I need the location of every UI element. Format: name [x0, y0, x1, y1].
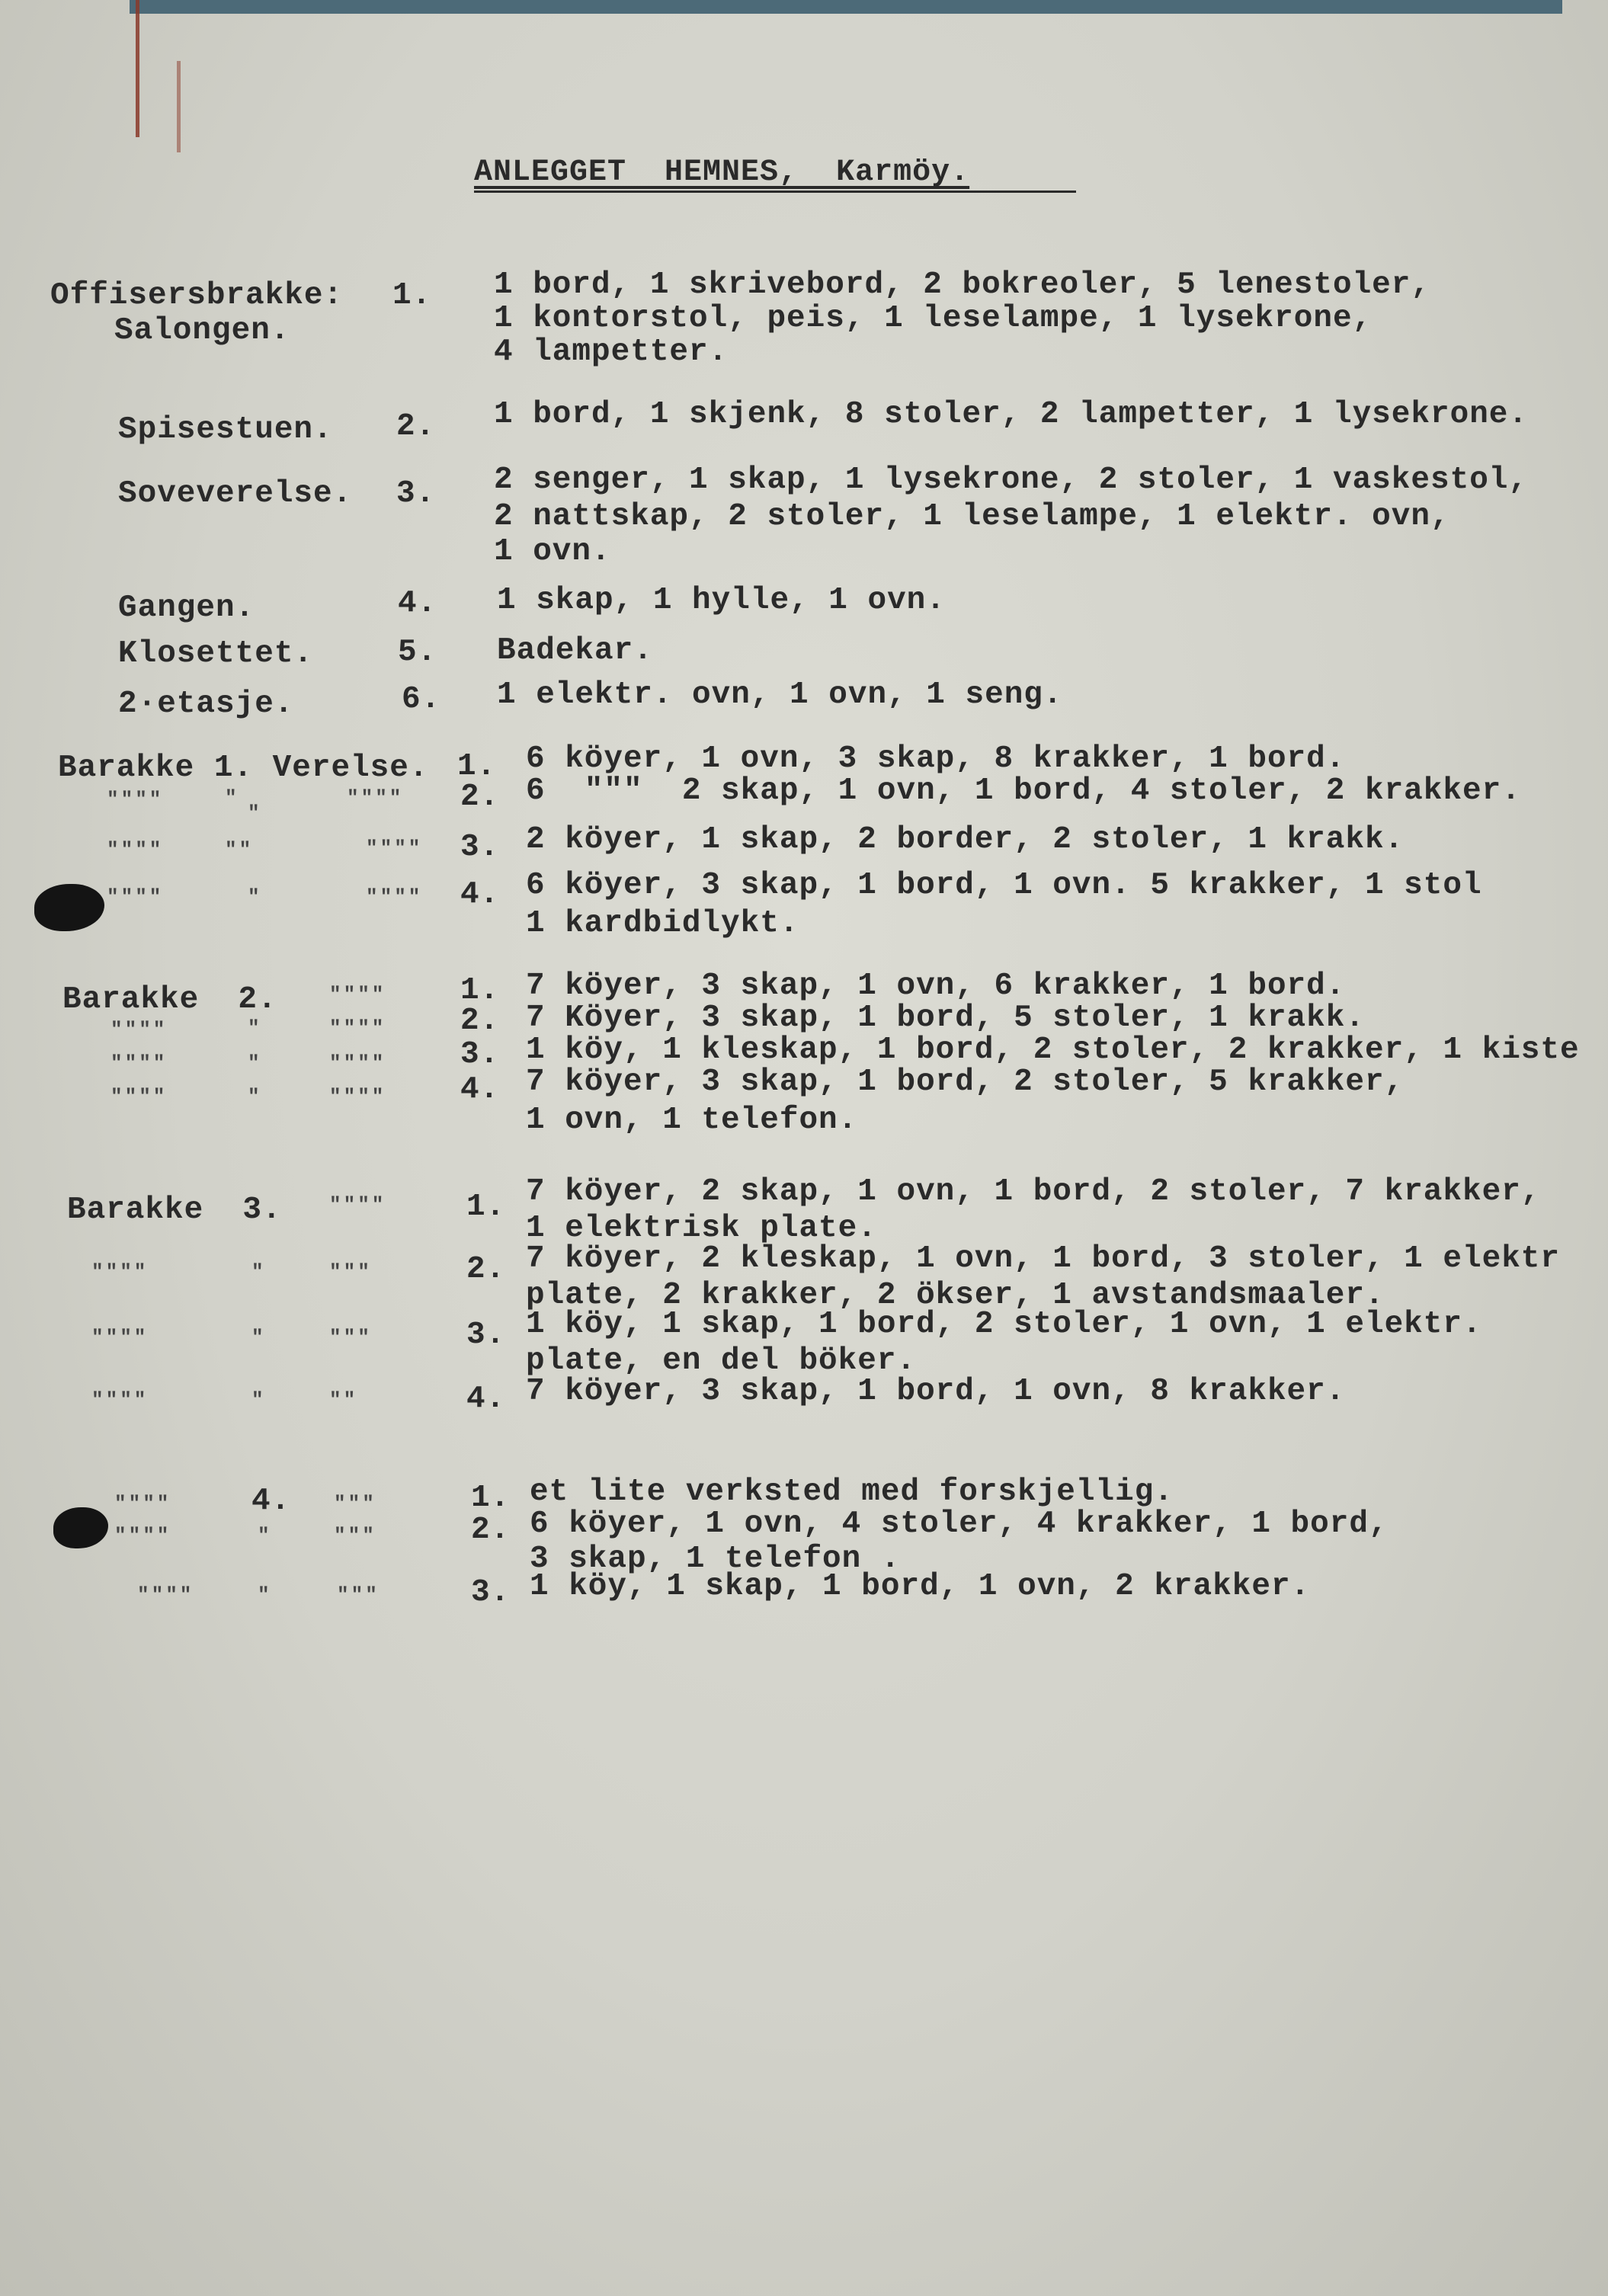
inventory-line: 2 senger, 1 skap, 1 lysekrone, 2 stoler, 1 vaskestol,: [494, 463, 1529, 498]
ditto-mark: """": [329, 983, 386, 1006]
page-title: ANLEGGET HEMNES, Karmöy.: [474, 155, 970, 190]
barrack-label: Barakke 3.: [67, 1193, 282, 1228]
folder-tab: [130, 0, 1562, 14]
room-number: 4.: [398, 586, 437, 621]
barrack-label: Barakke 2.: [62, 982, 277, 1017]
room-number: 2.: [396, 409, 436, 444]
ditto-mark: """": [114, 1492, 171, 1515]
room-number: 4.: [460, 877, 500, 912]
barrack-label: Barakke 1. Verelse.: [58, 751, 429, 786]
inventory-line: 1 ovn, 1 telefon.: [526, 1103, 858, 1138]
room-number: 5.: [398, 635, 437, 670]
room-number: 2.: [460, 780, 500, 815]
inventory-line: 2 köyer, 1 skap, 2 border, 2 stoler, 1 krakk.: [526, 822, 1405, 857]
room-number: 2.: [466, 1252, 506, 1287]
room-number: 4.: [466, 1382, 506, 1417]
ditto-mark: """": [91, 1260, 149, 1283]
room-number: 2.: [460, 1004, 500, 1039]
ditto-mark: """: [334, 1492, 376, 1515]
inventory-line: 4 lampetter.: [494, 335, 729, 370]
inventory-line: 1 köy, 1 skap, 1 bord, 1 ovn, 2 krakker.: [530, 1569, 1311, 1604]
ditto-mark: """": [329, 1085, 386, 1108]
ditto-mark: ": [248, 885, 262, 908]
room-number: 1.: [457, 749, 497, 784]
inventory-line: 7 Köyer, 3 skap, 1 bord, 5 stoler, 1 krakk.: [526, 1001, 1365, 1036]
ditto-mark: "": [225, 838, 254, 861]
room-number: 1.: [392, 278, 432, 313]
inventory-line: 7 köyer, 3 skap, 1 ovn, 6 krakker, 1 bord.: [526, 969, 1346, 1004]
room-label: Klosettet.: [118, 636, 314, 671]
room-label: Salongen.: [114, 313, 290, 348]
room-number: 3.: [396, 476, 436, 511]
inventory-line: 1 köy, 1 skap, 1 bord, 2 stoler, 1 ovn, 1 elektr.: [526, 1307, 1482, 1342]
ditto-mark: ": [225, 786, 239, 809]
room-label: 2·etasje.: [118, 687, 294, 722]
room-number: 1.: [471, 1481, 511, 1516]
room-number: 6.: [402, 682, 441, 717]
room-number: 3.: [460, 1037, 500, 1072]
inventory-line: 1 bord, 1 skrivebord, 2 bokreoler, 5 lenestoler,: [494, 267, 1430, 303]
room-number: 2.: [471, 1513, 511, 1548]
ditto-mark: ": [248, 802, 262, 825]
ditto-mark: """: [329, 1260, 372, 1283]
ditto-mark: """": [107, 838, 164, 861]
ditto-mark: """": [111, 1018, 168, 1041]
inventory-line: 3 skap, 1 telefon .: [530, 1542, 901, 1577]
ditto-mark: """": [111, 1085, 168, 1108]
inventory-line: 1 kontorstol, peis, 1 leselampe, 1 lysekrone,: [494, 301, 1373, 336]
ditto-mark: """": [111, 1052, 168, 1074]
inventory-line: 6 köyer, 1 ovn, 3 skap, 8 krakker, 1 bord.: [526, 741, 1346, 777]
ditto-mark: "": [329, 1388, 358, 1411]
ditto-mark: """": [329, 1052, 386, 1074]
barrack-label: 4.: [251, 1484, 291, 1519]
ink-blot: [53, 1507, 108, 1548]
room-label: Gangen.: [118, 591, 255, 626]
inventory-line: 7 köyer, 2 skap, 1 ovn, 1 bord, 2 stoler, 7 krakker,: [526, 1174, 1541, 1209]
inventory-line: 6 """ 2 skap, 1 ovn, 1 bord, 4 stoler, 2 krakker.: [526, 773, 1521, 809]
ditto-mark: """": [137, 1584, 194, 1606]
room-number: 1.: [460, 973, 500, 1008]
ditto-mark: """: [334, 1524, 376, 1547]
inventory-line: et lite verksted med forskjellig.: [530, 1475, 1174, 1510]
room-number: 3.: [460, 830, 500, 865]
inventory-line: plate, 2 krakker, 2 ökser, 1 avstandsmaaler.: [526, 1278, 1385, 1313]
inventory-line: 6 köyer, 1 ovn, 4 stoler, 4 krakker, 1 bord,: [530, 1507, 1389, 1542]
ditto-mark: """": [366, 837, 423, 860]
inventory-line: 1 kardbidlykt.: [526, 906, 799, 941]
title-underline: [474, 191, 1076, 193]
inventory-line: 7 köyer, 3 skap, 1 bord, 1 ovn, 8 krakker.: [526, 1374, 1346, 1409]
staple-mark: [136, 0, 139, 137]
ditto-mark: ": [251, 1388, 266, 1411]
staple-mark: [177, 61, 181, 152]
room-number: 4.: [460, 1072, 500, 1107]
room-label: Spisestuen.: [118, 412, 333, 447]
ditto-mark: ": [251, 1260, 266, 1283]
room-number: 1.: [466, 1190, 506, 1225]
ditto-mark: ": [248, 1052, 262, 1074]
room-label: Offisersbrakke:: [50, 278, 344, 313]
ditto-mark: """": [114, 1524, 171, 1547]
ditto-mark: """": [107, 788, 164, 811]
ditto-mark: """": [366, 885, 423, 908]
inventory-line: 1 köy, 1 kleskap, 1 bord, 2 stoler, 2 krakker, 1 kiste: [526, 1033, 1580, 1068]
inventory-line: 1 elektr. ovn, 1 ovn, 1 seng.: [497, 677, 1063, 712]
inventory-line: plate, en del böker.: [526, 1343, 917, 1379]
ditto-mark: ": [258, 1524, 272, 1547]
ditto-mark: """: [329, 1326, 372, 1349]
ditto-mark: """": [329, 1017, 386, 1039]
inventory-line: 7 köyer, 3 skap, 1 bord, 2 stoler, 5 krakker,: [526, 1065, 1405, 1100]
inventory-line: 1 ovn.: [494, 534, 611, 569]
room-label: Soveverelse.: [118, 476, 353, 511]
inventory-line: 2 nattskap, 2 stoler, 1 leselampe, 1 elektr. ovn,: [494, 499, 1450, 534]
ditto-mark: """": [91, 1388, 149, 1411]
ditto-mark: """: [337, 1584, 380, 1606]
ditto-mark: ": [248, 1085, 262, 1108]
inventory-line: 7 köyer, 2 kleskap, 1 ovn, 1 bord, 3 stoler, 1 elektr: [526, 1241, 1561, 1276]
ditto-mark: ": [251, 1326, 266, 1349]
inventory-line: 6 köyer, 3 skap, 1 bord, 1 ovn. 5 krakker, 1 stol: [526, 868, 1482, 903]
room-number: 3.: [471, 1575, 511, 1610]
ditto-mark: """": [91, 1326, 149, 1349]
ditto-mark: """": [347, 786, 404, 809]
inventory-line: Badekar.: [497, 633, 653, 668]
ditto-mark: ": [248, 1017, 262, 1039]
ditto-mark: ": [258, 1584, 272, 1606]
ink-blot: [34, 884, 104, 931]
room-number: 3.: [466, 1318, 506, 1353]
ditto-mark: """": [107, 885, 164, 908]
inventory-line: 1 skap, 1 hylle, 1 ovn.: [497, 583, 946, 618]
ditto-mark: """": [329, 1193, 386, 1216]
inventory-line: 1 elektrisk plate.: [526, 1211, 877, 1246]
inventory-line: 1 bord, 1 skjenk, 8 stoler, 2 lampetter, 1 lysekrone.: [494, 397, 1529, 432]
